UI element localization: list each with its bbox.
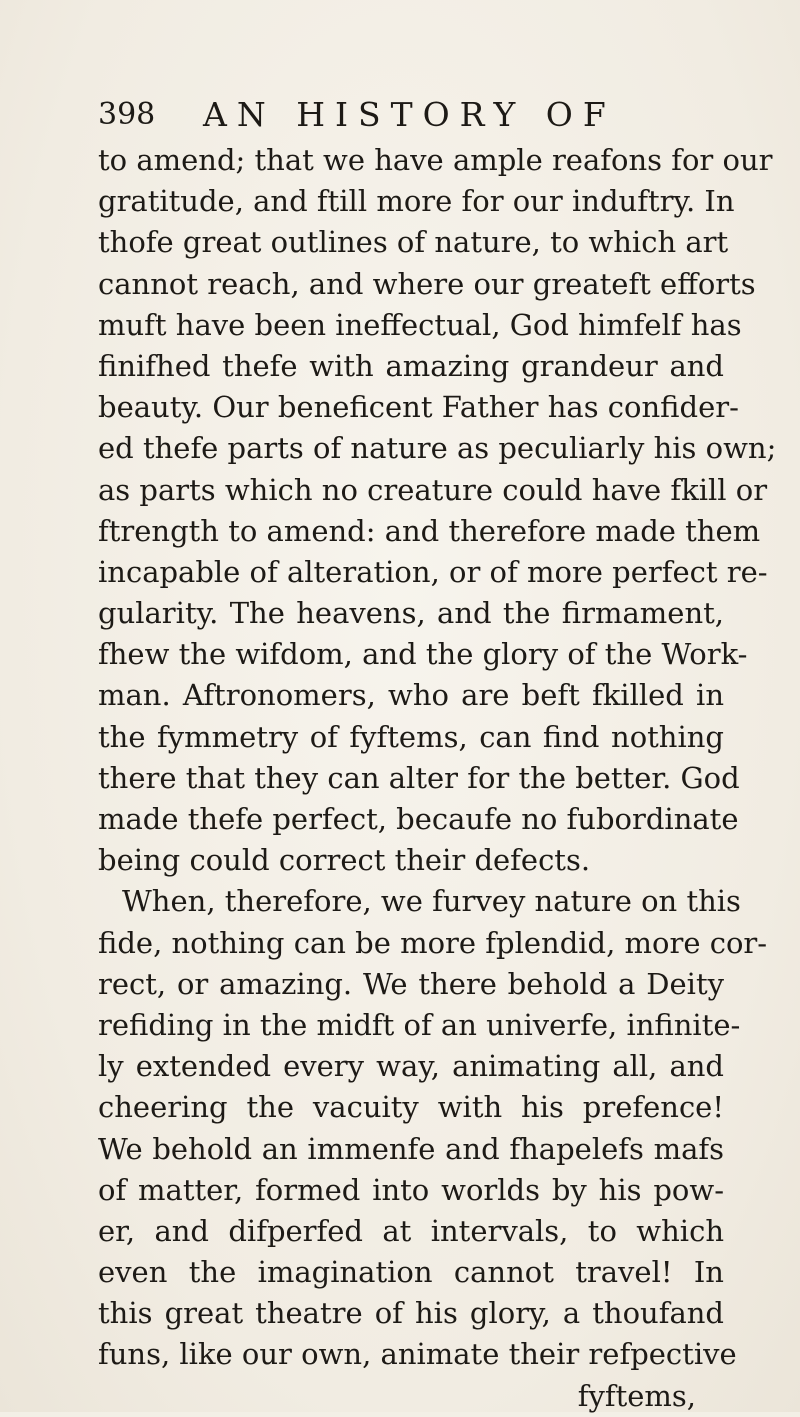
text-line: made thefe perfect, becaufe no fubordinate bbox=[98, 802, 739, 836]
text-line: refiding in the midft of an univerfe, infinite- bbox=[98, 1007, 741, 1042]
text-line: of matter, formed into worlds by his pow- bbox=[98, 1172, 724, 1207]
text-line: er, and difperfed at intervals, to which bbox=[98, 1213, 724, 1248]
text-line: beauty. Our beneficent Father has confider- bbox=[98, 390, 739, 425]
body-text bbox=[98, 140, 777, 1417]
text-line: to amend; that we have ample reafons for our bbox=[98, 143, 773, 177]
text-line: cheering the vacuity with his prefence! bbox=[98, 1090, 724, 1125]
text-line: cannot reach, and where our greateft efforts bbox=[98, 266, 756, 301]
text-line: even the imagination cannot travel! In bbox=[98, 1255, 724, 1290]
text-line: incapable of alteration, or of more perfect re- bbox=[98, 554, 768, 589]
text-line: gularity. The heavens, and the firmament, bbox=[98, 596, 724, 631]
text-line: rect, or amazing. We there behold a Deity bbox=[98, 966, 724, 1001]
text-line: fide, nothing can be more fplendid, more cor- bbox=[98, 925, 768, 960]
text-line: man. Aftronomers, who are beft fkilled in bbox=[98, 678, 724, 713]
text-line: being could correct their defects. bbox=[98, 843, 591, 878]
text-line: there that they can alter for the better. God bbox=[98, 760, 740, 795]
running-head: AN HISTORY OF bbox=[203, 95, 616, 134]
page-header bbox=[98, 92, 738, 138]
catchword: fyftems, bbox=[577, 1378, 696, 1413]
text-line: the fymmetry of fyftems, can find nothing bbox=[98, 719, 724, 754]
text-line: gratitude, and ftill more for our induftry. In bbox=[98, 184, 735, 219]
text-line: finifhed thefe with amazing grandeur and bbox=[98, 348, 724, 383]
text-line: muft have been ineffectual, God himfelf has bbox=[98, 307, 742, 342]
text-line: When, therefore, we furvey nature on this bbox=[122, 884, 741, 919]
text-line: this great theatre of his glory, a thoufand bbox=[98, 1296, 724, 1331]
text-line: ftrength to amend: and therefore made them bbox=[98, 513, 761, 548]
page-number: 398 bbox=[98, 97, 156, 132]
text-line: funs, like our own, animate their refpective bbox=[98, 1337, 737, 1372]
text-line: We behold an immenfe and fhapelefs mafs bbox=[98, 1131, 724, 1166]
text-line: fhew the wifdom, and the glory of the Work- bbox=[98, 637, 748, 672]
text-line: thofe great outlines of nature, to which art bbox=[98, 225, 729, 260]
text-line: ed thefe parts of nature as peculiarly his own; bbox=[98, 431, 777, 466]
text-line: ly extended every way, animating all, and bbox=[98, 1049, 724, 1084]
text-line: as parts which no creature could have fkill or bbox=[98, 472, 768, 507]
